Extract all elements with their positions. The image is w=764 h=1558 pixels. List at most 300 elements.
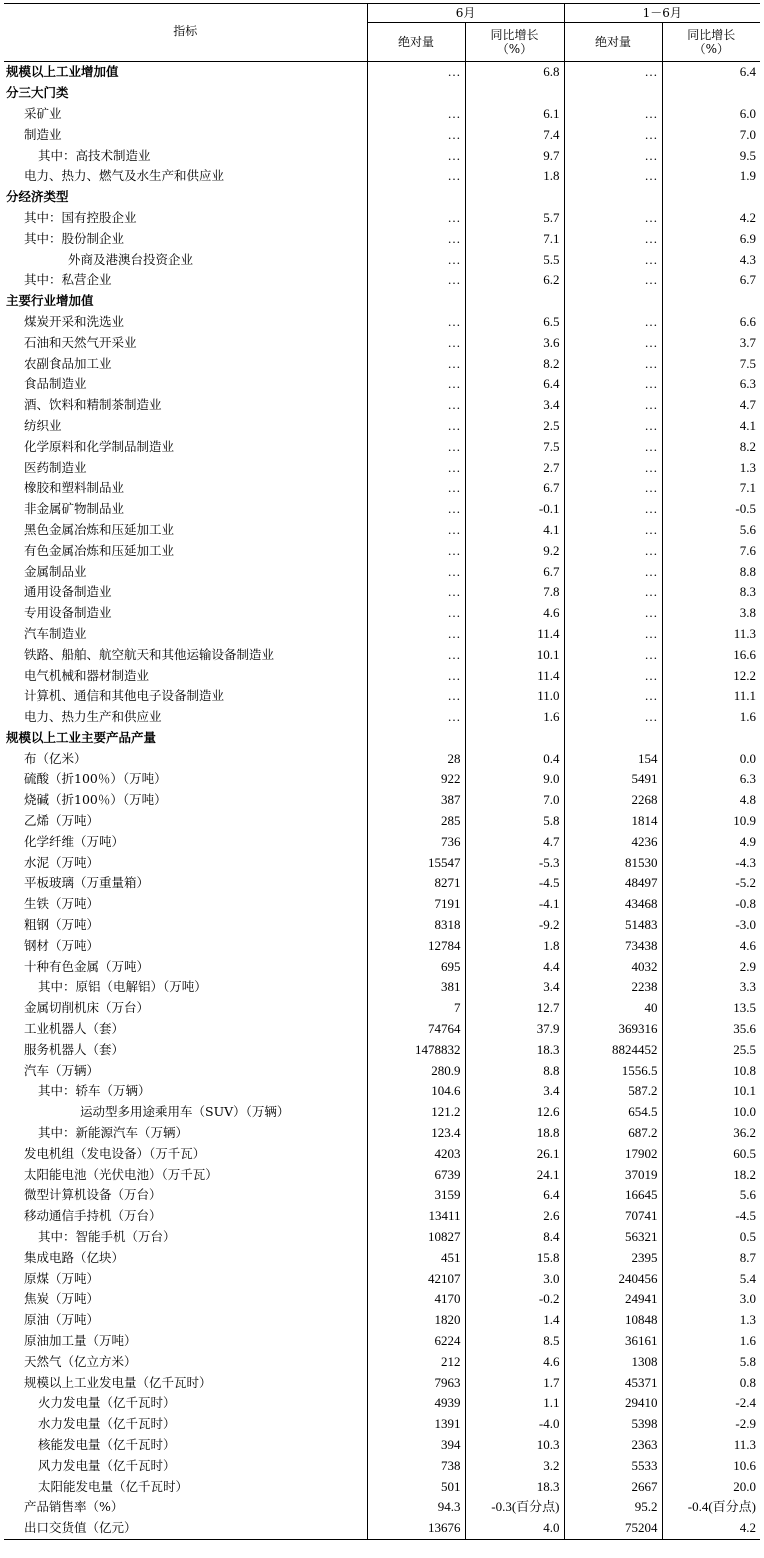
row-label: 产品销售率（%）	[4, 1497, 367, 1518]
june-yoy-cell: 11.0	[465, 686, 564, 707]
june-abs-cell: 4203	[367, 1143, 465, 1164]
june-abs-cell: 28	[367, 748, 465, 769]
june-yoy-cell: 9.7	[465, 145, 564, 166]
janjun-abs-cell: …	[564, 416, 662, 437]
janjun-abs-cell: 70741	[564, 1206, 662, 1227]
janjun-yoy-cell: 1.3	[739, 1312, 757, 1328]
janjun-abs-cell: 16645	[564, 1185, 662, 1206]
june-yoy-cell: 5.7	[465, 208, 564, 229]
janjun-abs-cell: 56321	[564, 1227, 662, 1248]
june-abs-cell: 1820	[367, 1310, 465, 1331]
june-yoy-cell: 0.4	[465, 748, 564, 769]
table-row	[4, 852, 760, 873]
june-abs-cell: …	[367, 395, 465, 416]
janjun-yoy-cell: 3.0	[739, 1291, 757, 1307]
june-yoy-cell: 15.8	[465, 1247, 564, 1268]
janjun-abs-cell	[564, 728, 662, 749]
table-row	[4, 998, 760, 1019]
janjun-abs-cell: 369316	[564, 1019, 662, 1040]
row-label: 其中：股份制企业	[4, 228, 367, 249]
janjun-abs-cell: …	[564, 603, 662, 624]
table-row	[4, 540, 760, 561]
janjun-abs-cell: 1308	[564, 1351, 662, 1372]
janjun-abs-cell: …	[564, 62, 662, 83]
table-row	[4, 1227, 760, 1248]
row-label: 石油和天然气开采业	[4, 332, 367, 353]
janjun-yoy-cell: 4.2	[739, 209, 757, 225]
june-abs-cell: 10827	[367, 1227, 465, 1248]
janjun-abs-cell: 24941	[564, 1289, 662, 1310]
table-row	[4, 416, 760, 437]
janjun-abs-cell: 10848	[564, 1310, 662, 1331]
june-abs-cell: 8271	[367, 873, 465, 894]
row-label: 水力发电量（亿千瓦时）	[4, 1414, 367, 1435]
table-row	[4, 831, 760, 852]
row-label: 有色金属冶炼和压延加工业	[4, 540, 367, 561]
janjun-yoy-cell: 11.3	[733, 1436, 757, 1452]
june-yoy-cell: 3.4	[465, 395, 564, 416]
janjun-yoy-cell: 6.9	[739, 230, 757, 246]
june-abs-cell: 387	[367, 790, 465, 811]
june-abs-cell: …	[367, 520, 465, 541]
janjun-abs-cell: …	[564, 644, 662, 665]
june-abs-cell: 74764	[367, 1019, 465, 1040]
table-row	[4, 83, 760, 104]
june-yoy-cell: 1.7	[465, 1372, 564, 1393]
janjun-yoy-cell: 4.1	[739, 417, 757, 433]
janjun-yoy-cell: 3.3	[739, 979, 757, 995]
june-yoy-cell: -4.5	[465, 873, 564, 894]
janjun-yoy-cell: 25.5	[733, 1041, 757, 1057]
june-abs-cell	[367, 728, 465, 749]
janjun-abs-cell: …	[564, 499, 662, 520]
row-label: 其中：新能源汽车（万辆）	[4, 1123, 367, 1144]
june-yoy-cell: 5.8	[465, 811, 564, 832]
janjun-abs-cell: …	[564, 520, 662, 541]
table-row	[4, 1102, 760, 1123]
row-label: 通用设备制造业	[4, 582, 367, 603]
row-label: 其中：国有控股企业	[4, 208, 367, 229]
row-label: 黑色金属冶炼和压延加工业	[4, 520, 367, 541]
table-row	[4, 728, 760, 749]
june-yoy-cell: 24.1	[465, 1164, 564, 1185]
row-label: 原油（万吨）	[4, 1310, 367, 1331]
jan-jun-header: 1－6月	[564, 4, 760, 23]
row-label: 硫酸（折100％）（万吨）	[4, 769, 367, 790]
table-row	[4, 395, 760, 416]
june-yoy-cell: 4.6	[465, 603, 564, 624]
row-label: 天然气（亿立方米）	[4, 1351, 367, 1372]
june-abs-cell: …	[367, 228, 465, 249]
janjun-abs-cell: …	[564, 208, 662, 229]
janjun-yoy-cell: 4.7	[739, 397, 757, 413]
row-label: 布（亿米）	[4, 748, 367, 769]
table-row	[4, 811, 760, 832]
janjun-yoy-cell: -4.3	[735, 854, 757, 870]
june-yoy-cell: 6.4	[465, 1185, 564, 1206]
table-row	[4, 1164, 760, 1185]
june-abs-cell: …	[367, 249, 465, 270]
table-row	[4, 187, 760, 208]
table-row	[4, 561, 760, 582]
june-yoy-cell: 11.4	[465, 665, 564, 686]
june-abs-cell: 280.9	[367, 1060, 465, 1081]
june-yoy-cell: 6.2	[465, 270, 564, 291]
table-row	[4, 1123, 760, 1144]
row-label: 集成电路（亿块）	[4, 1247, 367, 1268]
janjun-yoy-cell: 6.4	[739, 64, 757, 80]
janjun-yoy-cell: 11.1	[733, 688, 757, 704]
table-row	[4, 769, 760, 790]
table-row	[4, 915, 760, 936]
table-row	[4, 790, 760, 811]
row-label: 火力发电量（亿千瓦时）	[4, 1393, 367, 1414]
june-yoy-cell: 1.8	[465, 166, 564, 187]
janjun-yoy-cell: 0.0	[739, 750, 757, 766]
janjun-abs-cell: …	[564, 540, 662, 561]
janjun-abs-cell: 587.2	[564, 1081, 662, 1102]
janjun-yoy-cell: 8.2	[739, 438, 757, 454]
june-yoy-cell: 6.8	[465, 62, 564, 83]
june-yoy-cell: 7.1	[465, 228, 564, 249]
janjun-yoy-cell: -0.8	[735, 896, 757, 912]
table-row	[4, 1206, 760, 1227]
row-label: 移动通信手持机（万台）	[4, 1206, 367, 1227]
janjun-yoy-cell: 4.3	[739, 251, 757, 267]
janjun-abs-cell: 8824452	[564, 1039, 662, 1060]
janjun-yoy-cell: 7.6	[739, 542, 757, 558]
june-yoy-cell: 10.3	[465, 1435, 564, 1456]
june-abs-cell: 285	[367, 811, 465, 832]
janjun-yoy-cell: 1.6	[739, 1333, 757, 1348]
table-row	[4, 956, 760, 977]
june-yoy-cell: 8.2	[465, 353, 564, 374]
table-row	[4, 1518, 760, 1539]
table-row	[4, 1372, 760, 1393]
janjun-abs-cell: …	[564, 145, 662, 166]
row-label: 分三大门类	[4, 83, 367, 104]
table-row	[4, 499, 760, 520]
row-label: 风力发电量（亿千瓦时）	[4, 1455, 367, 1476]
row-label: 其中：轿车（万辆）	[4, 1081, 367, 1102]
row-label: 外商及港澳台投资企业	[4, 249, 367, 270]
june-yoy-cell: -0.2	[465, 1289, 564, 1310]
june-abs-cell: 94.3	[367, 1497, 465, 1518]
june-abs-cell: 695	[367, 956, 465, 977]
june-abs-cell: 212	[367, 1351, 465, 1372]
june-yoy-cell: 18.8	[465, 1123, 564, 1144]
row-label: 电气机械和器材制造业	[4, 665, 367, 686]
janjun-abs-cell: …	[564, 457, 662, 478]
june-abs-cell: 6224	[367, 1331, 465, 1352]
janjun-abs-cell: 2268	[564, 790, 662, 811]
row-label: 食品制造业	[4, 374, 367, 395]
june-yoy-cell: 18.3	[465, 1039, 564, 1060]
row-label: 化学纤维（万吨）	[4, 831, 367, 852]
janjun-yoy-cell: -2.9	[735, 1416, 757, 1432]
june-abs-cell: …	[367, 707, 465, 728]
janjun-yoy-cell: 4.8	[739, 792, 757, 808]
janjun-abs-cell: 43468	[564, 894, 662, 915]
june-abs-cell: 13676	[367, 1518, 465, 1539]
june-abs-cell: …	[367, 436, 465, 457]
row-label: 微型计算机设备（万台）	[4, 1185, 367, 1206]
table-row	[4, 748, 760, 769]
june-yoy-cell: 5.5	[465, 249, 564, 270]
janjun-yoy-cell: 8.3	[739, 584, 757, 600]
june-yoy-cell	[465, 728, 564, 749]
row-label: 电力、热力生产和供应业	[4, 707, 367, 728]
june-abs-cell: 451	[367, 1247, 465, 1268]
june-abs-cell	[367, 291, 465, 312]
june-yoy-cell: 1.8	[465, 935, 564, 956]
june-abs-cell: …	[367, 644, 465, 665]
janjun-abs-cell: 40	[564, 998, 662, 1019]
row-label: 汽车（万辆）	[4, 1060, 367, 1081]
june-abs-cell: …	[367, 208, 465, 229]
june-abs-cell: 3159	[367, 1185, 465, 1206]
table-row	[4, 644, 760, 665]
row-label: 其中：智能手机（万台）	[4, 1227, 367, 1248]
janjun-abs-cell: …	[564, 249, 662, 270]
table-row	[4, 873, 760, 894]
june-yoy-cell: 9.0	[465, 769, 564, 790]
janjun-abs-cell: 687.2	[564, 1123, 662, 1144]
janjun-yoy-cell	[662, 83, 760, 104]
june-abs-cell: …	[367, 332, 465, 353]
june-yoy-cell	[465, 291, 564, 312]
janjun-abs-cell: …	[564, 353, 662, 374]
june-yoy-cell: 10.1	[465, 644, 564, 665]
table-row	[4, 686, 760, 707]
janjun-abs-cell: …	[564, 665, 662, 686]
june-abs-cell: 104.6	[367, 1081, 465, 1102]
row-label: 规模以上工业增加值	[4, 62, 367, 83]
janjun-yoy-cell: 3.7	[739, 334, 757, 350]
june-abs-cell: …	[367, 624, 465, 645]
june-yoy-cell: 8.5	[465, 1331, 564, 1352]
row-label: 原煤（万吨）	[4, 1268, 367, 1289]
janjun-yoy-cell: 4.6	[739, 937, 757, 953]
table-row	[4, 104, 760, 125]
row-label: 工业机器人（套）	[4, 1019, 367, 1040]
janjun-abs-cell: …	[564, 582, 662, 603]
row-label: 水泥（万吨）	[4, 852, 367, 873]
table-row	[4, 124, 760, 145]
janjun-yoy-cell: 0.8	[739, 1374, 757, 1390]
janjun-abs-header: 绝对量	[564, 23, 662, 62]
june-yoy-cell: 6.5	[465, 312, 564, 333]
row-label: 主要行业增加值	[4, 291, 367, 312]
janjun-abs-cell: …	[564, 436, 662, 457]
janjun-abs-cell	[564, 83, 662, 104]
june-abs-cell: …	[367, 62, 465, 83]
table-row	[4, 457, 760, 478]
janjun-yoy-cell: 1.3	[739, 459, 757, 475]
row-label: 其中：私营企业	[4, 270, 367, 291]
table-row	[4, 1143, 760, 1164]
janjun-abs-cell: 48497	[564, 873, 662, 894]
row-label: 服务机器人（套）	[4, 1039, 367, 1060]
june-abs-cell: …	[367, 104, 465, 125]
table-row	[4, 935, 760, 956]
june-abs-cell: …	[367, 499, 465, 520]
june-abs-cell: 8318	[367, 915, 465, 936]
june-abs-cell: 4939	[367, 1393, 465, 1414]
table-row	[4, 1185, 760, 1206]
janjun-abs-cell	[564, 291, 662, 312]
janjun-yoy-cell: 7.1	[739, 480, 757, 496]
janjun-yoy-cell: 10.9	[733, 813, 757, 829]
janjun-abs-cell: 45371	[564, 1372, 662, 1393]
table-row	[4, 1455, 760, 1476]
row-label: 制造业	[4, 124, 367, 145]
june-yoy-cell: 1.1	[465, 1393, 564, 1414]
june-yoy-cell: 3.2	[465, 1455, 564, 1476]
janjun-abs-cell: …	[564, 374, 662, 395]
table-row	[4, 1476, 760, 1497]
janjun-yoy-header: 同比增长 （%）	[662, 23, 760, 62]
janjun-abs-cell: 1556.5	[564, 1060, 662, 1081]
table-body	[4, 62, 760, 1540]
row-label: 分经济类型	[4, 187, 367, 208]
table-row	[4, 582, 760, 603]
june-abs-cell: …	[367, 145, 465, 166]
janjun-yoy-cell: -2.4	[735, 1395, 757, 1411]
janjun-yoy-cell: 7.0	[739, 126, 757, 142]
june-yoy-cell: 26.1	[465, 1143, 564, 1164]
june-abs-cell: 501	[367, 1476, 465, 1497]
janjun-abs-cell: 73438	[564, 935, 662, 956]
june-abs-cell: 4170	[367, 1289, 465, 1310]
june-abs-cell: 7963	[367, 1372, 465, 1393]
table-row	[4, 1497, 760, 1518]
janjun-yoy-cell: 5.4	[739, 1270, 757, 1286]
june-yoy-cell: 4.6	[465, 1351, 564, 1372]
row-label: 十种有色金属（万吨）	[4, 956, 367, 977]
janjun-abs-cell: …	[564, 104, 662, 125]
table-row	[4, 1289, 760, 1310]
janjun-abs-cell: 17902	[564, 1143, 662, 1164]
row-label: 规模以上工业发电量（亿千瓦时）	[4, 1372, 367, 1393]
janjun-abs-cell: 81530	[564, 852, 662, 873]
june-yoy-cell: 7.4	[465, 124, 564, 145]
june-yoy-cell: 6.1	[465, 104, 564, 125]
janjun-yoy-cell: 11.3	[733, 625, 757, 641]
table-row	[4, 312, 760, 333]
june-abs-cell: …	[367, 686, 465, 707]
row-label: 烧碱（折100％）（万吨）	[4, 790, 367, 811]
june-yoy-header: 同比增长 （%）	[465, 23, 564, 62]
janjun-yoy-cell: 8.8	[739, 563, 757, 579]
june-abs-cell: …	[367, 312, 465, 333]
janjun-yoy-cell: 6.3	[739, 771, 757, 787]
janjun-yoy-cell: 6.3	[739, 376, 757, 392]
janjun-yoy-cell: 0.5	[739, 1229, 757, 1245]
june-yoy-cell	[465, 83, 564, 104]
row-label: 铁路、船舶、航空航天和其他运输设备制造业	[4, 644, 367, 665]
june-abs-cell: 121.2	[367, 1102, 465, 1123]
janjun-yoy-cell: 10.6	[733, 1457, 757, 1473]
june-abs-cell: 6739	[367, 1164, 465, 1185]
table-row	[4, 1310, 760, 1331]
table-row	[4, 1331, 760, 1352]
row-label: 农副食品加工业	[4, 353, 367, 374]
janjun-abs-cell: 36161	[564, 1331, 662, 1352]
row-label: 纺织业	[4, 416, 367, 437]
table-row	[4, 1268, 760, 1289]
june-yoy-cell	[465, 187, 564, 208]
janjun-yoy-cell	[662, 728, 760, 749]
row-label: 运动型多用途乘用车（SUV）（万辆）	[4, 1102, 367, 1123]
janjun-abs-cell: 4236	[564, 831, 662, 852]
june-yoy-cell: 8.4	[465, 1227, 564, 1248]
janjun-abs-cell: 2667	[564, 1476, 662, 1497]
june-abs-cell: 7191	[367, 894, 465, 915]
janjun-abs-cell	[564, 187, 662, 208]
june-abs-cell	[367, 187, 465, 208]
june-yoy-cell: 4.7	[465, 831, 564, 852]
janjun-yoy-cell: 35.6	[733, 1021, 757, 1037]
janjun-abs-cell: …	[564, 561, 662, 582]
june-yoy-cell: 3.4	[465, 1081, 564, 1102]
june-yoy-cell: 3.0	[465, 1268, 564, 1289]
row-label: 橡胶和塑料制品业	[4, 478, 367, 499]
june-yoy-cell: 37.9	[465, 1019, 564, 1040]
row-label: 计算机、通信和其他电子设备制造业	[4, 686, 367, 707]
table-row	[4, 1414, 760, 1435]
june-yoy-cell: 4.1	[465, 520, 564, 541]
june-abs-cell	[367, 83, 465, 104]
janjun-yoy-cell: 16.6	[733, 646, 757, 662]
row-label: 太阳能电池（光伏电池）（万千瓦）	[4, 1164, 367, 1185]
janjun-yoy-cell: 1.9	[739, 168, 757, 184]
table-row	[4, 1039, 760, 1060]
janjun-abs-cell: 37019	[564, 1164, 662, 1185]
table-row	[4, 1081, 760, 1102]
janjun-abs-cell: 95.2	[564, 1497, 662, 1518]
table-row	[4, 478, 760, 499]
row-label: 采矿业	[4, 104, 367, 125]
table-row	[4, 145, 760, 166]
janjun-yoy-cell: 7.5	[739, 355, 757, 371]
june-abs-cell: 7	[367, 998, 465, 1019]
june-yoy-cell: 4.4	[465, 956, 564, 977]
row-label: 规模以上工业主要产品产量	[4, 728, 367, 749]
june-yoy-cell: 11.4	[465, 624, 564, 645]
janjun-abs-cell: …	[564, 478, 662, 499]
june-abs-cell: …	[367, 374, 465, 395]
row-label: 煤炭开采和洗选业	[4, 312, 367, 333]
row-label: 酒、饮料和精制茶制造业	[4, 395, 367, 416]
janjun-abs-cell: 29410	[564, 1393, 662, 1414]
june-yoy-cell: -4.0	[465, 1414, 564, 1435]
janjun-abs-cell: 154	[564, 748, 662, 769]
row-label: 出口交货值（亿元）	[4, 1518, 367, 1539]
table-row	[4, 374, 760, 395]
row-label: 其中：原铝（电解铝）（万吨）	[4, 977, 367, 998]
june-yoy-cell: 9.2	[465, 540, 564, 561]
june-yoy-cell: 6.7	[465, 561, 564, 582]
june-yoy-cell: 3.4	[465, 977, 564, 998]
june-yoy-cell: 2.6	[465, 1206, 564, 1227]
janjun-yoy-cell: 3.8	[739, 605, 757, 621]
janjun-abs-cell: 75204	[564, 1518, 662, 1539]
janjun-abs-cell: 5533	[564, 1455, 662, 1476]
table-row	[4, 707, 760, 728]
janjun-yoy-cell: 13.5	[733, 1000, 757, 1016]
table-row	[4, 1393, 760, 1414]
